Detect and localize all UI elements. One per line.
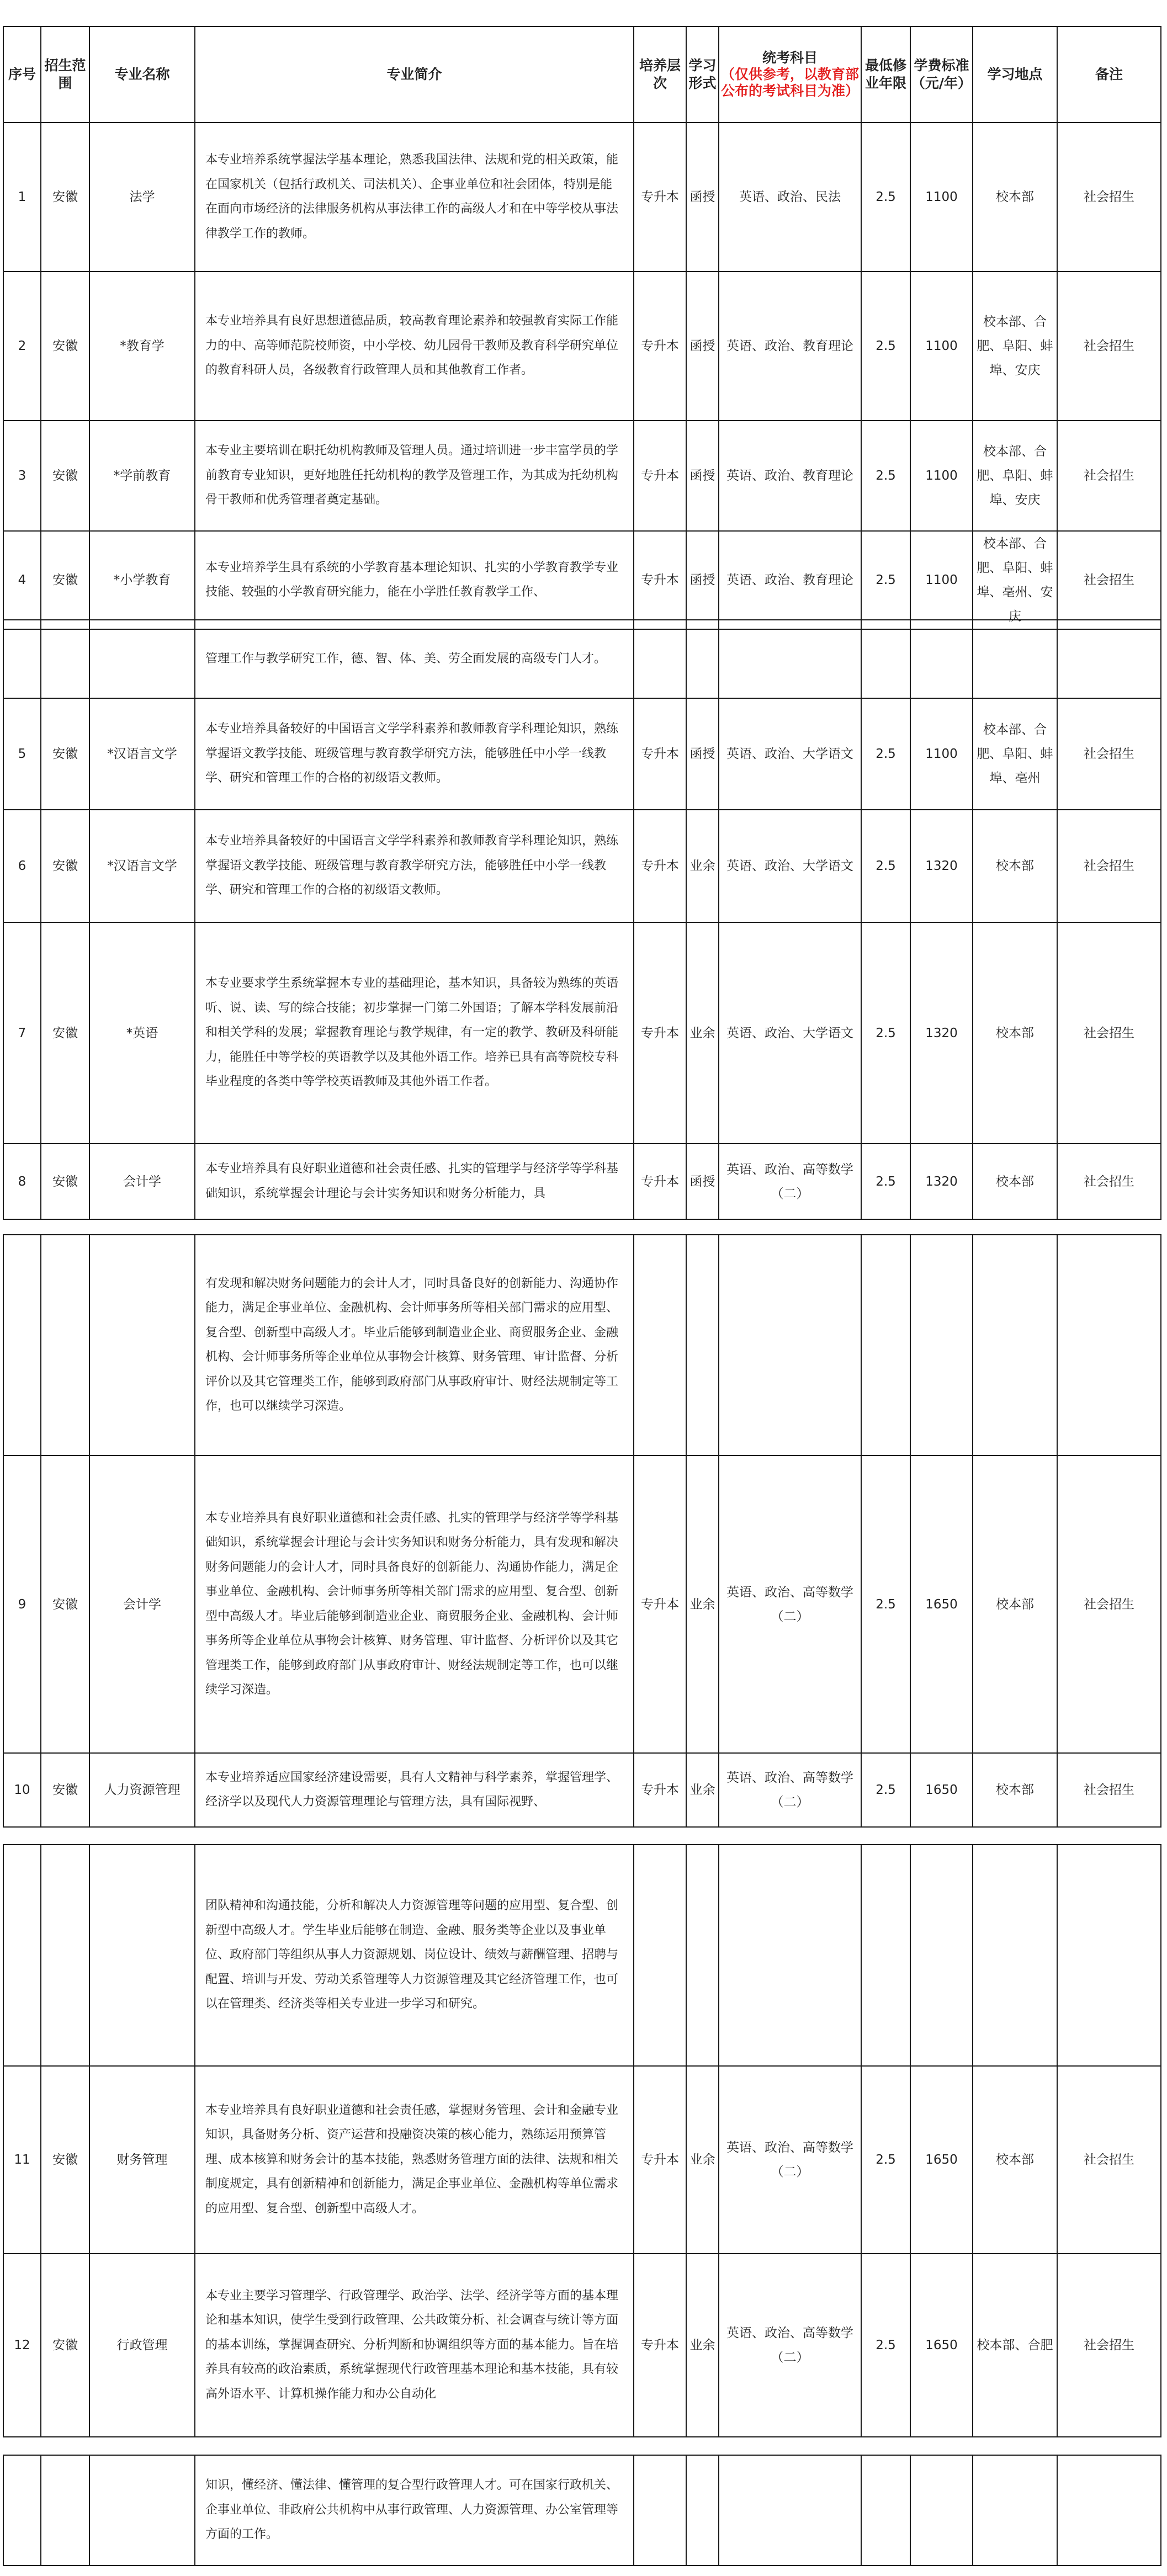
cell-location [973, 620, 1057, 698]
cell-major: *汉语言文学 [89, 810, 195, 922]
cell-major: 会计学 [89, 1144, 195, 1219]
cell-remark: 社会招生 [1057, 698, 1161, 810]
cell-location: 校本部 [973, 1456, 1057, 1753]
cell-mode [686, 2455, 719, 2566]
cell-mode: 函授 [686, 272, 719, 421]
cell-remark [1057, 2455, 1161, 2566]
cell-years: 2.5 [861, 698, 910, 810]
cell-no: 3 [3, 421, 41, 531]
cell-level: 专升本 [634, 698, 686, 810]
cell-major: 行政管理 [89, 2254, 195, 2437]
cell-no [3, 1845, 41, 2066]
cell-remark: 社会招生 [1057, 2254, 1161, 2437]
cell-fee: 1100 [910, 531, 973, 629]
header-subjects-note: （仅供参考，以教育部公布的考试科目为准） [720, 66, 859, 99]
table-row-continuation [3, 620, 1161, 698]
admission-table-page-1 [3, 26, 1161, 630]
cell-fee [910, 1235, 973, 1456]
cell-subjects: 英语、政治、大学语文 [719, 922, 861, 1144]
cell-level: 专升本 [634, 421, 686, 531]
cell-no: 10 [3, 1753, 41, 1827]
cell-mode: 业余 [686, 922, 719, 1144]
cell-years [861, 1235, 910, 1456]
cell-desc: 本专业培养系统掌握法学基本理论，熟悉我国法律、法规和党的相关政策，能在国家机关（包括行政机关、司法机关）、企事业单位和社会团体，特别是能在面向市场经济的法律服务机构从事法律工作的高级人才和在中等学校从事法律教学工作的教师。 [195, 123, 634, 272]
header-fee: 学费标准（元/年） [910, 26, 973, 123]
cell-years: 2.5 [861, 1144, 910, 1219]
cell-major [89, 2455, 195, 2566]
admission-table-page-2 [3, 619, 1161, 1220]
cell-fee: 1100 [910, 272, 973, 421]
cell-location: 校本部、合肥、阜阳、蚌埠、安庆 [973, 272, 1057, 421]
cell-location: 校本部、合肥、阜阳、蚌埠、亳州 [973, 698, 1057, 810]
cell-remark: 社会招生 [1057, 272, 1161, 421]
cell-fee: 1320 [910, 922, 973, 1144]
cell-fee: 1650 [910, 1456, 973, 1753]
cell-scope: 安徽 [41, 698, 89, 810]
cell-years: 2.5 [861, 810, 910, 922]
header-major: 专业名称 [89, 26, 195, 123]
cell-mode: 业余 [686, 1456, 719, 1753]
cell-major: *学前教育 [89, 421, 195, 531]
cell-remark [1057, 1845, 1161, 2066]
cell-location: 校本部 [973, 123, 1057, 272]
cell-scope: 安徽 [41, 2254, 89, 2437]
cell-scope: 安徽 [41, 421, 89, 531]
cell-desc: 本专业要求学生系统掌握本专业的基础理论，基本知识，具备较为熟练的英语听、说、读、写的综合技能；初步掌握一门第二外国语；了解本学科发展前沿和相关学科的发展；掌握教育理论与教学规律，有一定的教学、教研及科研能力，能胜任中等学校的英语教学以及其他外语工作。培养已具有高等院校专科毕业程度的各类中等学校英语教师及其他外语工作者。 [195, 922, 634, 1144]
cell-remark: 社会招生 [1057, 123, 1161, 272]
header-years: 最低修业年限 [861, 26, 910, 123]
cell-subjects: 英语、政治、大学语文 [719, 698, 861, 810]
cell-subjects: 英语、政治、高等数学（二） [719, 2254, 861, 2437]
cell-scope: 安徽 [41, 2066, 89, 2254]
cell-fee: 1650 [910, 2254, 973, 2437]
cell-level: 专升本 [634, 531, 686, 629]
cell-fee: 1100 [910, 123, 973, 272]
cell-scope [41, 1235, 89, 1456]
cell-subjects: 英语、政治、教育理论 [719, 272, 861, 421]
cell-scope [41, 2455, 89, 2566]
cell-desc: 本专业培养具备较好的中国语言文学学科素养和教师教育学科理论知识，熟练掌握语文教学技能、班级管理与教育教学研究方法，能够胜任中小学一线教学、研究和管理工作的合格的初级语文教师。 [195, 698, 634, 810]
cell-remark: 社会招生 [1057, 1144, 1161, 1219]
cell-no: 9 [3, 1456, 41, 1753]
table-row [3, 1456, 1161, 1753]
cell-mode [686, 1845, 719, 2066]
cell-remark: 社会招生 [1057, 1456, 1161, 1753]
cell-years: 2.5 [861, 421, 910, 531]
table-row [3, 922, 1161, 1144]
header-level: 培养层次 [634, 26, 686, 123]
cell-remark: 社会招生 [1057, 531, 1161, 629]
cell-desc: 本专业培养学生具有系统的小学教育基本理论知识、扎实的小学教育教学专业技能、较强的小学教育研究能力，能在小学胜任教育教学工作、 [195, 531, 634, 629]
cell-desc: 本专业培养具有良好思想道德品质，较高教育理论素养和较强教育实际工作能力的中、高等师范院校师资，中小学校、幼儿园骨干教师及教育科学研究单位的教育科研人员，各级教育行政管理人员和其他教育工作者。 [195, 272, 634, 421]
header-scope: 招生范围 [41, 26, 89, 123]
cell-subjects [719, 1235, 861, 1456]
cell-mode: 业余 [686, 2066, 719, 2254]
table-row [3, 698, 1161, 810]
cell-years [861, 2455, 910, 2566]
cell-location: 校本部、合肥 [973, 2254, 1057, 2437]
header-row [3, 26, 1161, 123]
cell-fee: 1650 [910, 2066, 973, 2254]
cell-scope [41, 620, 89, 698]
cell-desc: 本专业主要培训在职托幼机构教师及管理人员。通过培训进一步丰富学员的学前教育专业知识，更好地胜任托幼机构的教学及管理工作，为其成为托幼机构骨干教师和优秀管理者奠定基础。 [195, 421, 634, 531]
cell-years [861, 1845, 910, 2066]
cell-level: 专升本 [634, 1753, 686, 1827]
cell-no: 4 [3, 531, 41, 629]
cell-no [3, 2455, 41, 2566]
cell-scope: 安徽 [41, 272, 89, 421]
cell-remark: 社会招生 [1057, 810, 1161, 922]
cell-scope: 安徽 [41, 1753, 89, 1827]
cell-scope: 安徽 [41, 123, 89, 272]
cell-major [89, 1845, 195, 2066]
cell-years: 2.5 [861, 2254, 910, 2437]
cell-major: *英语 [89, 922, 195, 1144]
cell-years: 2.5 [861, 922, 910, 1144]
cell-years: 2.5 [861, 1456, 910, 1753]
cell-level: 专升本 [634, 2066, 686, 2254]
table-row [3, 531, 1161, 629]
cell-subjects: 英语、政治、高等数学（二） [719, 1753, 861, 1827]
cell-location: 校本部、合肥、阜阳、蚌埠、安庆 [973, 421, 1057, 531]
table-row-continuation [3, 1235, 1161, 1456]
cell-mode: 函授 [686, 1144, 719, 1219]
cell-no: 6 [3, 810, 41, 922]
cell-remark [1057, 620, 1161, 698]
admission-table-page-3 [3, 1234, 1161, 1828]
cell-level: 专升本 [634, 123, 686, 272]
cell-desc: 本专业培养具有良好职业道德和社会责任感、扎实的管理学与经济学等学科基础知识，系统掌握会计理论与会计实务知识和财务分析能力，具 [195, 1144, 634, 1219]
cell-years: 2.5 [861, 1753, 910, 1827]
cell-subjects [719, 1845, 861, 2066]
cell-subjects: 英语、政治、高等数学（二） [719, 2066, 861, 2254]
cell-subjects [719, 620, 861, 698]
cell-level: 专升本 [634, 922, 686, 1144]
cell-location: 校本部 [973, 1144, 1057, 1219]
table-row-continuation [3, 1845, 1161, 2066]
cell-desc: 本专业培养具有良好职业道德和社会责任感，掌握财务管理、会计和金融专业知识，具备财务分析、资产运营和投融资决策的核心能力，熟练运用预算管理、成本核算和财务会计的基本技能，熟悉财务管理方面的法律、法规和相关制度规定，具有创新精神和创新能力，满足企事业单位、金融机构等单位需求的应用型、复合型、创新型中高级人才。 [195, 2066, 634, 2254]
header-no: 序号 [3, 26, 41, 123]
cell-years [861, 620, 910, 698]
cell-location [973, 1235, 1057, 1456]
cell-scope: 安徽 [41, 1456, 89, 1753]
cell-level: 专升本 [634, 2254, 686, 2437]
cell-remark: 社会招生 [1057, 922, 1161, 1144]
cell-location: 校本部、合肥、阜阳、蚌埠、亳州、安庆 [973, 531, 1057, 629]
cell-desc: 本专业培养适应国家经济建设需要，具有人文精神与科学素养，掌握管理学、经济学以及现代人力资源管理理论与管理方法，具有国际视野、 [195, 1753, 634, 1827]
table-row [3, 2254, 1161, 2437]
cell-no [3, 620, 41, 698]
cell-desc: 知识，懂经济、懂法律、懂管理的复合型行政管理人才。可在国家行政机关、企事业单位、非政府公共机构中从事行政管理、人力资源管理、办公室管理等方面的工作。 [195, 2455, 634, 2566]
cell-no: 12 [3, 2254, 41, 2437]
cell-major: *汉语言文学 [89, 698, 195, 810]
cell-no: 5 [3, 698, 41, 810]
cell-subjects: 英语、政治、大学语文 [719, 810, 861, 922]
header-subjects [719, 26, 861, 123]
admission-table-page-4 [3, 1844, 1161, 2437]
cell-no: 8 [3, 1144, 41, 1219]
header-remark: 备注 [1057, 26, 1161, 123]
cell-level: 专升本 [634, 272, 686, 421]
cell-major: 法学 [89, 123, 195, 272]
table-row [3, 810, 1161, 922]
cell-location [973, 2455, 1057, 2566]
cell-remark: 社会招生 [1057, 2066, 1161, 2254]
cell-mode [686, 620, 719, 698]
cell-desc: 本专业培养具有良好职业道德和社会责任感、扎实的管理学与经济学等学科基础知识，系统掌握会计理论与会计实务知识和财务分析能力，具有发现和解决财务问题能力的会计人才，同时具备良好的创新能力、沟通协作能力，满足企事业单位、金融机构、会计师事务所等相关部门需求的应用型、复合型、创新型中高级人才。毕业后能够到制造业企业、商贸服务企业、金融机构、会计师事务所等企业单位从事物会计核算、财务管理、审计监督、分析评价以及其它管理类工作，能够到政府部门从事政府审计、财经法规制定等工作，也可以继续学习深造。 [195, 1456, 634, 1753]
table-row [3, 123, 1161, 272]
cell-years: 2.5 [861, 123, 910, 272]
cell-fee [910, 1845, 973, 2066]
cell-remark [1057, 1235, 1161, 1456]
cell-subjects: 英语、政治、高等数学（二） [719, 1456, 861, 1753]
cell-years: 2.5 [861, 272, 910, 421]
cell-level [634, 1235, 686, 1456]
header-mode: 学习形式 [686, 26, 719, 123]
cell-scope: 安徽 [41, 1144, 89, 1219]
cell-subjects: 英语、政治、高等数学（二） [719, 1144, 861, 1219]
cell-fee: 1100 [910, 698, 973, 810]
cell-major: *教育学 [89, 272, 195, 421]
cell-no: 7 [3, 922, 41, 1144]
cell-subjects: 英语、政治、教育理论 [719, 531, 861, 629]
header-intro: 专业简介 [195, 26, 634, 123]
table-row [3, 272, 1161, 421]
header-location: 学习地点 [973, 26, 1057, 123]
cell-level [634, 2455, 686, 2566]
cell-location: 校本部 [973, 810, 1057, 922]
cell-major: 会计学 [89, 1456, 195, 1753]
cell-remark: 社会招生 [1057, 1753, 1161, 1827]
cell-mode: 业余 [686, 1753, 719, 1827]
cell-no [3, 1235, 41, 1456]
cell-location: 校本部 [973, 2066, 1057, 2254]
cell-level: 专升本 [634, 1144, 686, 1219]
cell-desc: 本专业主要学习管理学、行政管理学、政治学、法学、经济学等方面的基本理论和基本知识，使学生受到行政管理、公共政策分析、社会调查与统计等方面的基本训练，掌握调查研究、分析判断和协调组织等方面的基本能力。旨在培养具有较高的政治素质，系统掌握现代行政管理基本理论和基本技能，具有较高外语水平、计算机操作能力和办公自动化 [195, 2254, 634, 2437]
cell-subjects: 英语、政治、教育理论 [719, 421, 861, 531]
cell-level [634, 1845, 686, 2066]
cell-mode: 函授 [686, 531, 719, 629]
cell-major [89, 620, 195, 698]
cell-subjects: 英语、政治、民法 [719, 123, 861, 272]
cell-major: 人力资源管理 [89, 1753, 195, 1827]
cell-fee: 1100 [910, 421, 973, 531]
cell-level: 专升本 [634, 1456, 686, 1753]
cell-mode [686, 1235, 719, 1456]
cell-fee [910, 2455, 973, 2566]
cell-desc: 本专业培养具备较好的中国语言文学学科素养和教师教育学科理论知识，熟练掌握语文教学技能、班级管理与教育教学研究方法，能够胜任中小学一线教学、研究和管理工作的合格的初级语文教师。 [195, 810, 634, 922]
table-row-continuation [3, 2455, 1161, 2566]
cell-desc: 管理工作与教学研究工作，德、智、体、美、劳全面发展的高级专门人才。 [195, 620, 634, 698]
cell-major [89, 1235, 195, 1456]
cell-years: 2.5 [861, 531, 910, 629]
cell-years: 2.5 [861, 2066, 910, 2254]
cell-desc: 有发现和解决财务问题能力的会计人才，同时具备良好的创新能力、沟通协作能力，满足企事业单位、金融机构、会计师事务所等相关部门需求的应用型、复合型、创新型中高级人才。毕业后能够到制造业企业、商贸服务企业、金融机构、会计师事务所等企业单位从事物会计核算、财务管理、审计监督、分析评价以及其它管理类工作，能够到政府部门从事政府审计、财经法规制定等工作，也可以继续学习深造。 [195, 1235, 634, 1456]
cell-location: 校本部 [973, 1753, 1057, 1827]
cell-major: 财务管理 [89, 2066, 195, 2254]
cell-fee: 1650 [910, 1753, 973, 1827]
cell-fee: 1320 [910, 810, 973, 922]
cell-remark: 社会招生 [1057, 421, 1161, 531]
cell-desc: 团队精神和沟通技能，分析和解决人力资源管理等问题的应用型、复合型、创新型中高级人才。学生毕业后能够在制造、金融、服务类等企业以及事业单位、政府部门等组织从事人力资源规划、岗位设计、绩效与薪酬管理、招聘与配置、培训与开发、劳动关系管理等人力资源管理及其它经济管理工作，也可以在管理类、经济类等相关专业进一步学习和研究。 [195, 1845, 634, 2066]
cell-subjects [719, 2455, 861, 2566]
cell-scope [41, 1845, 89, 2066]
table-row [3, 1753, 1161, 1827]
admission-table-page-5 [3, 2455, 1161, 2566]
cell-mode: 函授 [686, 421, 719, 531]
table-row [3, 1144, 1161, 1219]
cell-fee [910, 620, 973, 698]
header-subjects-title: 统考科目 [762, 50, 818, 66]
table-row [3, 421, 1161, 531]
cell-scope: 安徽 [41, 810, 89, 922]
cell-location: 校本部 [973, 922, 1057, 1144]
cell-location [973, 1845, 1057, 2066]
table-row [3, 2066, 1161, 2254]
cell-scope: 安徽 [41, 531, 89, 629]
cell-scope: 安徽 [41, 922, 89, 1144]
cell-mode: 函授 [686, 698, 719, 810]
cell-no: 1 [3, 123, 41, 272]
cell-mode: 函授 [686, 123, 719, 272]
cell-level [634, 620, 686, 698]
cell-major: *小学教育 [89, 531, 195, 629]
cell-no: 2 [3, 272, 41, 421]
cell-fee: 1320 [910, 1144, 973, 1219]
cell-mode: 业余 [686, 810, 719, 922]
cell-no: 11 [3, 2066, 41, 2254]
cell-level: 专升本 [634, 810, 686, 922]
cell-mode: 业余 [686, 2254, 719, 2437]
